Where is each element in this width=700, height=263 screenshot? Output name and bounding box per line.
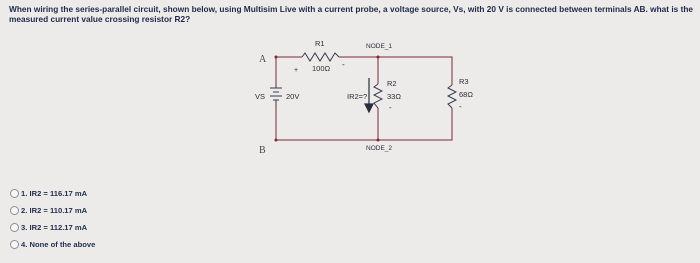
question-text: When wiring the series-parallel circuit, shown below, using Multisim Live with a current probe, a voltage source, Vs, with 20 V is connected between terminals AB. what is the measured current value crossing resistor R2? xyxy=(9,4,694,24)
terminal-a-label: A xyxy=(259,54,267,65)
voltage-source-symbol xyxy=(270,84,282,106)
node1-label: NODE_1 xyxy=(366,43,393,50)
radio-button[interactable] xyxy=(10,189,19,198)
option-4[interactable] xyxy=(10,238,210,250)
probe-label: IR2=? xyxy=(347,92,368,101)
terminal-b-label: B xyxy=(259,145,266,156)
option-2[interactable] xyxy=(10,204,210,216)
terminal-b-dot xyxy=(275,139,278,142)
r1-label: R1 xyxy=(315,39,325,48)
node1-dot xyxy=(377,56,380,59)
r3-minus-sign: - xyxy=(459,102,462,111)
option-4-label: 4. None of the above xyxy=(21,239,96,249)
option-3[interactable] xyxy=(10,221,210,233)
node2-label: NODE_2 xyxy=(366,145,393,152)
radio-button[interactable] xyxy=(10,240,19,249)
r2-resistor-symbol xyxy=(374,84,382,108)
r1-minus-sign: - xyxy=(342,60,345,69)
option-1-label: 1. IR2 = 116.17 mA xyxy=(21,188,88,198)
r2-label: R2 xyxy=(387,79,397,88)
option-3-label: 3. IR2 = 112.17 mA xyxy=(21,222,88,232)
r1-resistor-symbol xyxy=(302,53,339,61)
terminal-a-dot xyxy=(275,56,278,59)
node2-dot xyxy=(377,139,380,142)
r3-value: 68Ω xyxy=(459,90,473,99)
r2-value: 33Ω xyxy=(387,92,401,101)
r3-label: R3 xyxy=(459,77,469,86)
source-value: 20V xyxy=(286,92,300,101)
r2-minus-sign: - xyxy=(389,103,392,112)
option-1[interactable] xyxy=(10,187,210,199)
r3-resistor-symbol xyxy=(448,85,456,108)
r1-plus-sign: + xyxy=(294,67,299,74)
radio-button[interactable] xyxy=(10,206,19,215)
option-2-label: 2. IR2 = 110.17 mA xyxy=(21,205,88,215)
source-label: VS xyxy=(255,92,266,101)
r1-value: 100Ω xyxy=(312,64,331,73)
radio-button[interactable] xyxy=(10,223,19,232)
